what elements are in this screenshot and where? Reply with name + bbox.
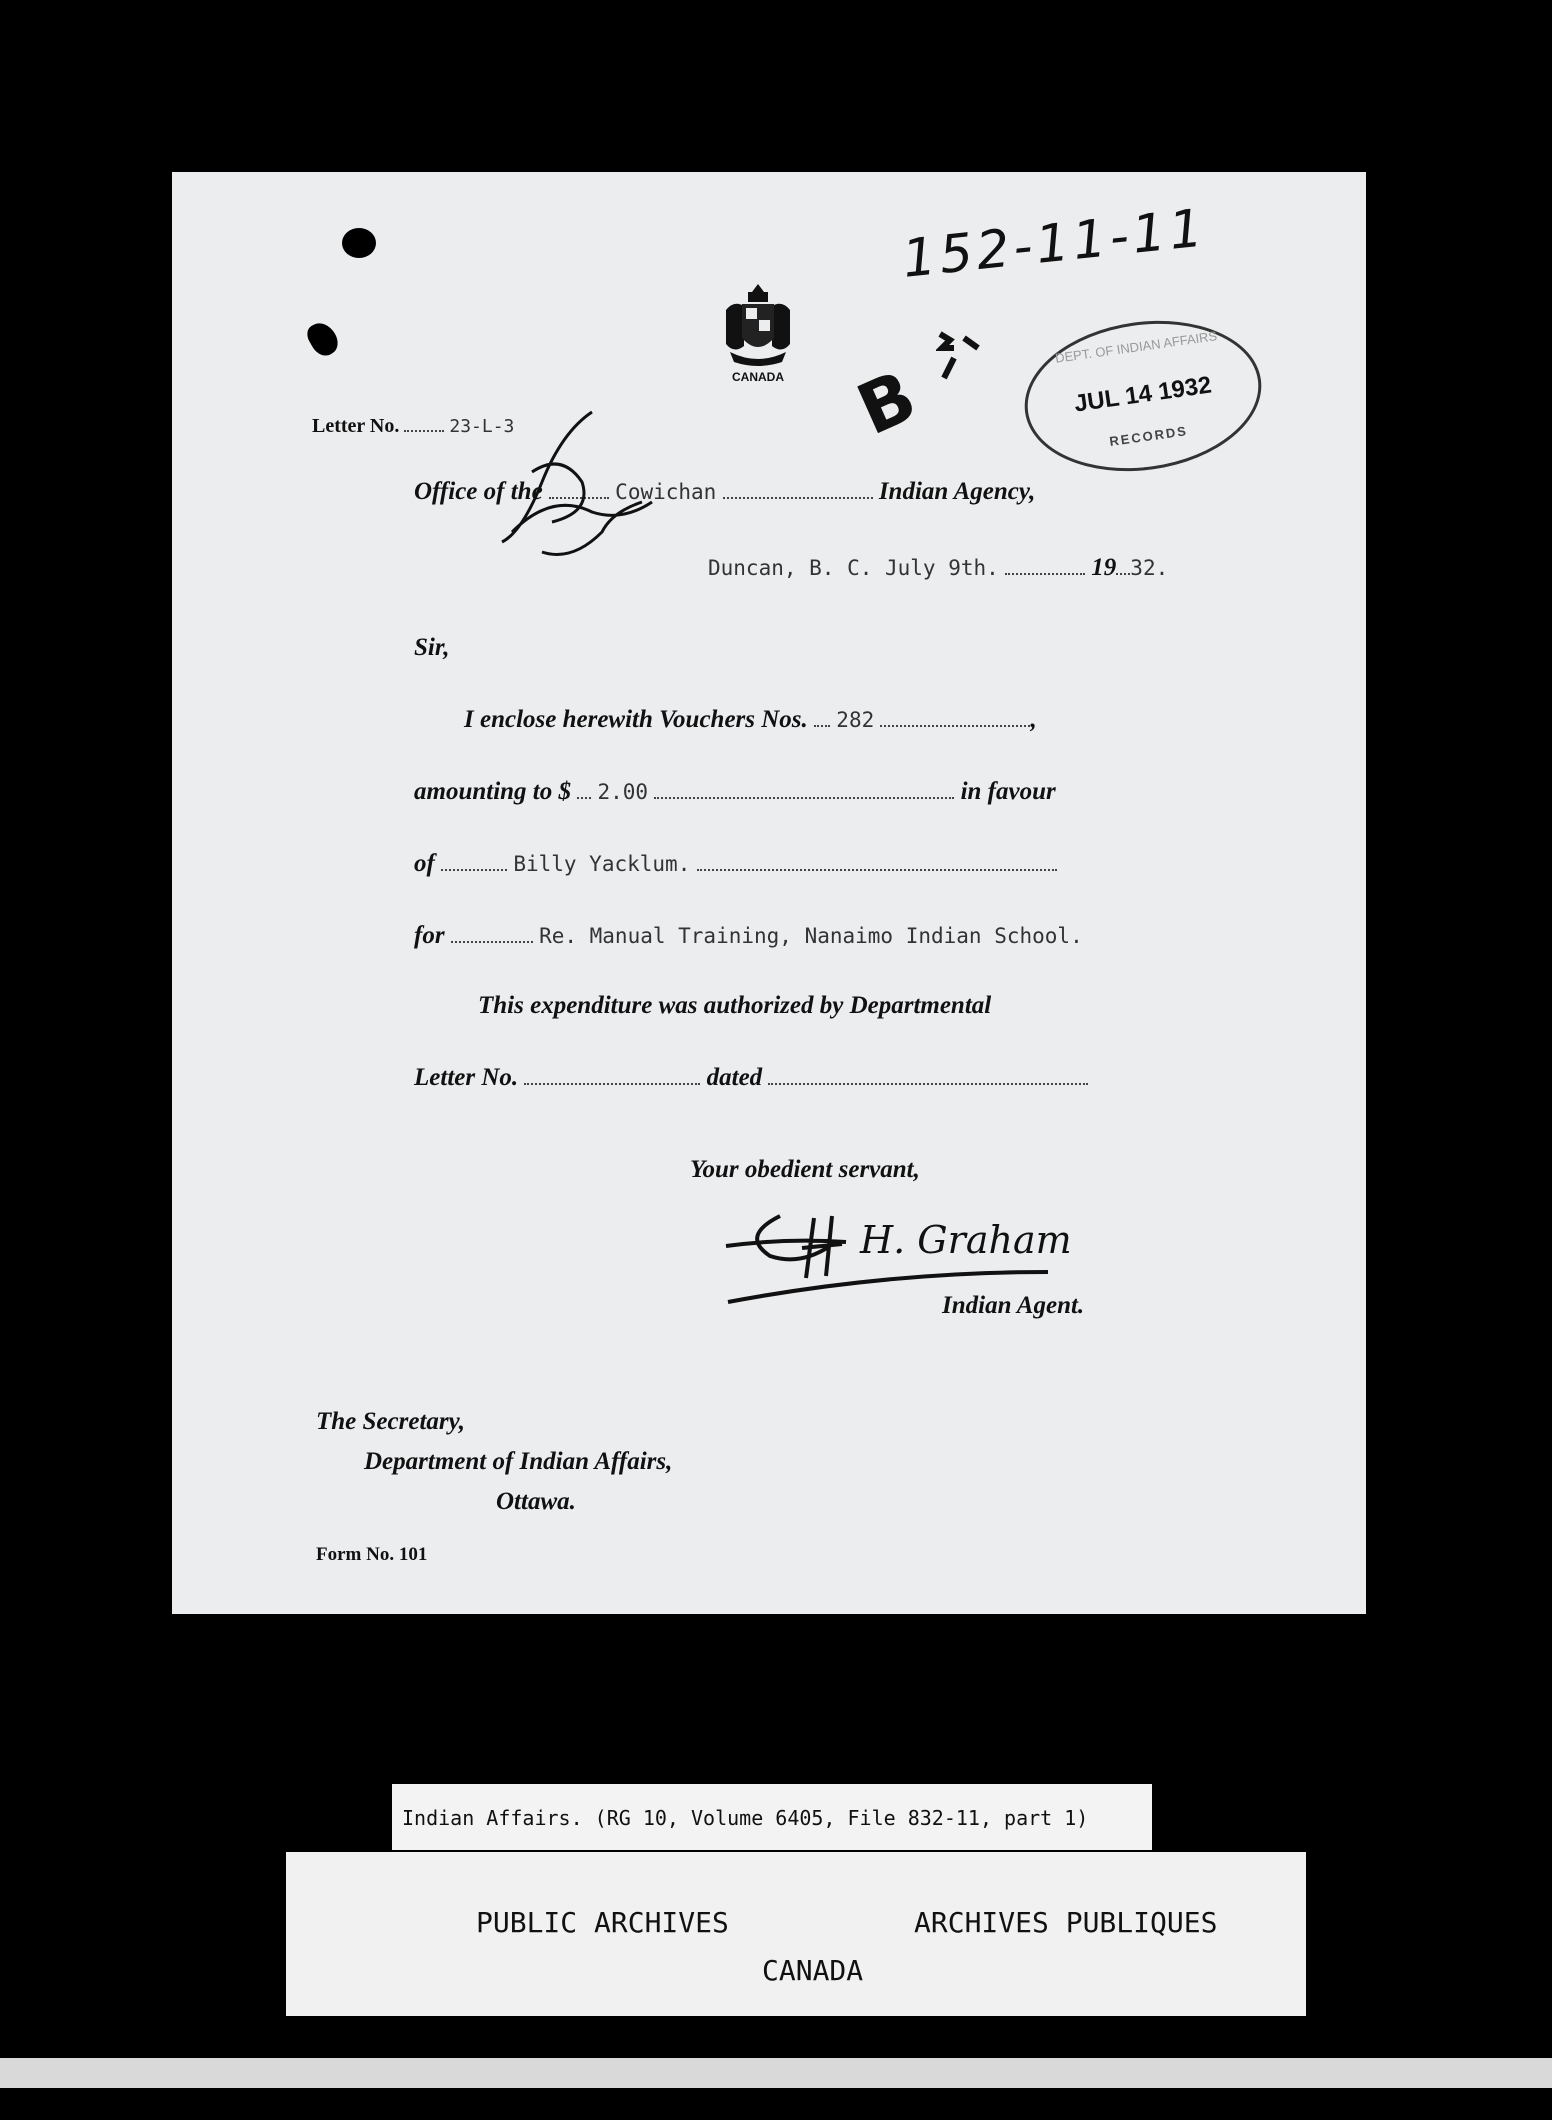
- initials-mark: [936, 324, 960, 394]
- authorized-text: This expenditure was authorized by Departmental: [478, 992, 992, 1019]
- letter-no2-label: Letter No.: [414, 1064, 519, 1091]
- stamp-bottom-text: RECORDS: [1108, 423, 1189, 450]
- place-date-row: [708, 554, 1168, 582]
- signer-title: Indian Agent.: [942, 1292, 1085, 1319]
- amount-row: [414, 778, 1056, 806]
- addressee-line-2: Department of Indian Affairs,: [364, 1448, 673, 1475]
- letter-no2-row: [414, 1064, 1088, 1092]
- signature-text: H. Graham: [860, 1218, 1072, 1262]
- public-archives-label: [286, 1852, 1306, 2016]
- form-number: Form No. 101: [316, 1544, 428, 1565]
- letter-no-label: Letter No.: [312, 415, 400, 437]
- for-row: [414, 922, 1083, 950]
- initials-handwritten: B: [845, 354, 928, 452]
- agency-label: Indian Agency,: [878, 478, 1036, 505]
- closing: Your obedient servant,: [690, 1156, 920, 1183]
- bottom-edge-strip: [0, 2058, 1552, 2088]
- canada-crest: [712, 280, 804, 390]
- punch-hole-torn: [303, 318, 343, 360]
- year-prefix: 19: [1091, 554, 1117, 581]
- addressee-line-3: Ottawa.: [496, 1488, 576, 1515]
- favour-label: in favour: [960, 778, 1056, 805]
- amount-label: amounting to $: [414, 778, 571, 805]
- for-label: for: [414, 922, 445, 949]
- archive-reference-label: [392, 1784, 1152, 1850]
- office-value: Cowichan: [615, 480, 717, 504]
- salutation: Sir,: [414, 634, 450, 661]
- archive-label-left: PUBLIC ARCHIVES: [476, 1906, 729, 1939]
- received-stamp: [1015, 306, 1271, 486]
- office-label: Office of the: [414, 478, 543, 505]
- punch-hole: [342, 228, 376, 258]
- for-value: Re. Manual Training, Nanaimo Indian School.: [539, 924, 1083, 948]
- handwritten-flourish: [472, 402, 692, 572]
- of-label: of: [414, 850, 435, 877]
- letter-document: [172, 172, 1366, 1614]
- vouchers-row: I enclose herewith Vouchers Nos. 282 ,: [464, 706, 1037, 733]
- of-value: Billy Yacklum.: [513, 852, 691, 876]
- stamp-date: JUL 14 1932: [1072, 371, 1214, 418]
- stamp-ring-text: DEPT. OF INDIAN AFFAIRS: [1054, 328, 1218, 366]
- signature: [720, 1196, 1100, 1306]
- year-suffix: 32.: [1130, 556, 1169, 580]
- of-row: [414, 850, 1057, 878]
- addressee-line-1: The Secretary,: [316, 1408, 466, 1435]
- vouchers-label: I enclose herewith Vouchers Nos.: [464, 706, 808, 733]
- place-date: Duncan, B. C. July 9th.: [708, 556, 999, 580]
- archive-reference: Indian Affairs. (RG 10, Volume 6405, File 832-11, part 1): [402, 1806, 1089, 1830]
- dated-label: dated: [706, 1064, 763, 1091]
- vouchers-value: 282: [836, 708, 875, 732]
- archive-label-right: ARCHIVES PUBLIQUES: [914, 1906, 1218, 1939]
- amount-value: 2.00: [597, 780, 649, 804]
- crest-caption: CANADA: [732, 370, 784, 384]
- letter-no-value: 23-L-3: [449, 416, 515, 437]
- file-reference-handwritten: 152-11-11: [899, 198, 1210, 290]
- archive-label-country: CANADA: [762, 1954, 864, 1987]
